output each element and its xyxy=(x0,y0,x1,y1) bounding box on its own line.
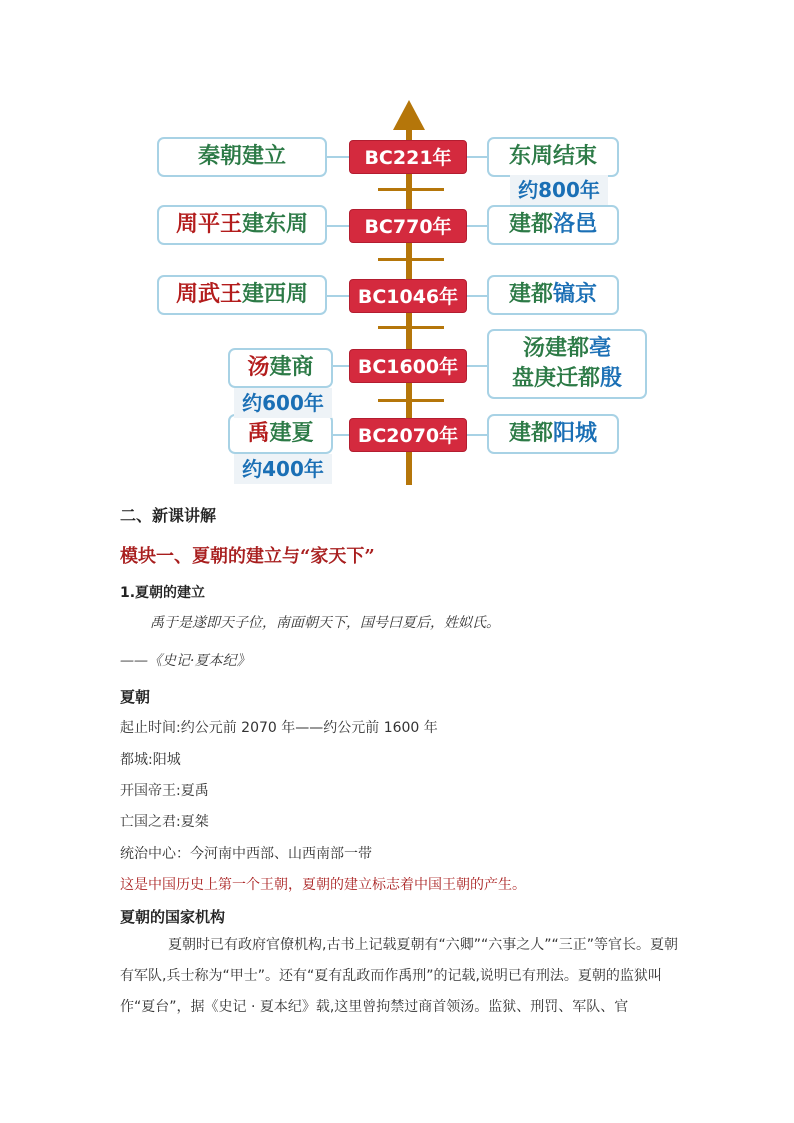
place-name: 阳城 xyxy=(553,421,598,446)
connector xyxy=(467,434,489,436)
connector xyxy=(332,434,350,436)
event-text: 秦朝建立 xyxy=(197,144,286,169)
fact-center: 统治中心：今河南中西部、山西南部一带 xyxy=(120,846,372,862)
subheading-xia-founding: 1.夏朝的建立 xyxy=(120,585,206,601)
event-dongzhou-end xyxy=(487,137,619,177)
quote-source: ——《史记·夏本纪》 xyxy=(120,653,251,669)
event-text: 建都 xyxy=(508,421,553,446)
timeline-tick xyxy=(378,258,444,261)
event-yu xyxy=(228,414,333,454)
event-tang xyxy=(228,348,333,388)
dynasty-timeline xyxy=(0,0,794,500)
event-text: 东周结束 xyxy=(508,144,597,169)
connector xyxy=(467,295,489,297)
place-name: 镐京 xyxy=(553,282,598,307)
capital-luoyi xyxy=(487,205,619,245)
xia-title: 夏朝 xyxy=(120,688,151,706)
connector xyxy=(326,156,350,158)
place-name: 殷 xyxy=(600,366,623,391)
event-pingwang xyxy=(157,205,327,245)
connector xyxy=(467,365,489,367)
year-bc2070: BC2070年 xyxy=(349,418,467,452)
connector xyxy=(467,156,489,158)
event-text: 建西周 xyxy=(242,282,309,307)
connector xyxy=(332,365,350,367)
duration-xia: 约400年 xyxy=(234,454,332,484)
event-text: 建都 xyxy=(508,282,553,307)
duration-shang: 约600年 xyxy=(234,388,332,418)
capital-bo-yin xyxy=(487,329,647,399)
ruler-name: 周武王 xyxy=(175,282,242,307)
section-heading: 二、新课讲解 xyxy=(120,506,217,525)
org-title: 夏朝的国家机构 xyxy=(120,908,226,926)
timeline-tick xyxy=(378,399,444,402)
place-name: 亳 xyxy=(589,336,612,361)
fact-last-ruler: 亡国之君:夏桀 xyxy=(120,814,209,830)
quote-text: 禹于是遂即天子位，南面朝天下，国号曰夏后，姓姒氏。 xyxy=(150,615,500,631)
connector xyxy=(326,225,350,227)
fact-significance: 这是中国历史上第一个王朝，夏朝的建立标志着中国王朝的产生。 xyxy=(120,877,526,893)
capital-yin-line xyxy=(489,364,645,394)
place-name: 洛邑 xyxy=(553,212,598,237)
year-bc221: BC221年 xyxy=(349,140,467,174)
ruler-name: 禹 xyxy=(247,421,270,446)
event-text: 建商 xyxy=(269,355,314,380)
timeline-tick xyxy=(378,188,444,191)
year-bc1046: BC1046年 xyxy=(349,279,467,313)
capital-haojing xyxy=(487,275,619,315)
event-text: 盘庚迁都 xyxy=(511,366,600,391)
capital-bo-line xyxy=(489,334,645,364)
year-bc770: BC770年 xyxy=(349,209,467,243)
connector xyxy=(326,295,350,297)
year-bc1600: BC1600年 xyxy=(349,349,467,383)
capital-yangcheng xyxy=(487,414,619,454)
event-qin-founded xyxy=(157,137,327,177)
module-heading: 模块一、夏朝的建立与“家天下” xyxy=(120,546,375,567)
fact-period: 起止时间:约公元前 2070 年——约公元前 1600 年 xyxy=(120,720,438,736)
connector xyxy=(467,225,489,227)
timeline-tick xyxy=(378,326,444,329)
duration-zhou: 约800年 xyxy=(510,175,608,205)
ruler-name: 周平王 xyxy=(175,212,242,237)
event-text: 汤建都 xyxy=(522,336,589,361)
org-paragraph: 夏朝时已有政府官僚机构,古书上记载夏朝有“六卿”“六事之人”“三正”等官长。夏朝有军队,兵士称为“甲士”。还有“夏有乱政而作禹刑”的记载,说明已有刑法。夏朝的监狱叫作“夏台”，据《史记 · 夏本纪》载,这里曾拘禁过商首领汤。监狱、刑罚、军队、官 xyxy=(120,937,678,1015)
event-text: 建夏 xyxy=(269,421,314,446)
fact-capital: 都城:阳城 xyxy=(120,752,181,768)
event-wuwang xyxy=(157,275,327,315)
event-text: 建都 xyxy=(508,212,553,237)
event-text: 建东周 xyxy=(242,212,309,237)
ruler-name: 汤 xyxy=(247,355,270,380)
fact-founder: 开国帝王:夏禹 xyxy=(120,783,209,799)
